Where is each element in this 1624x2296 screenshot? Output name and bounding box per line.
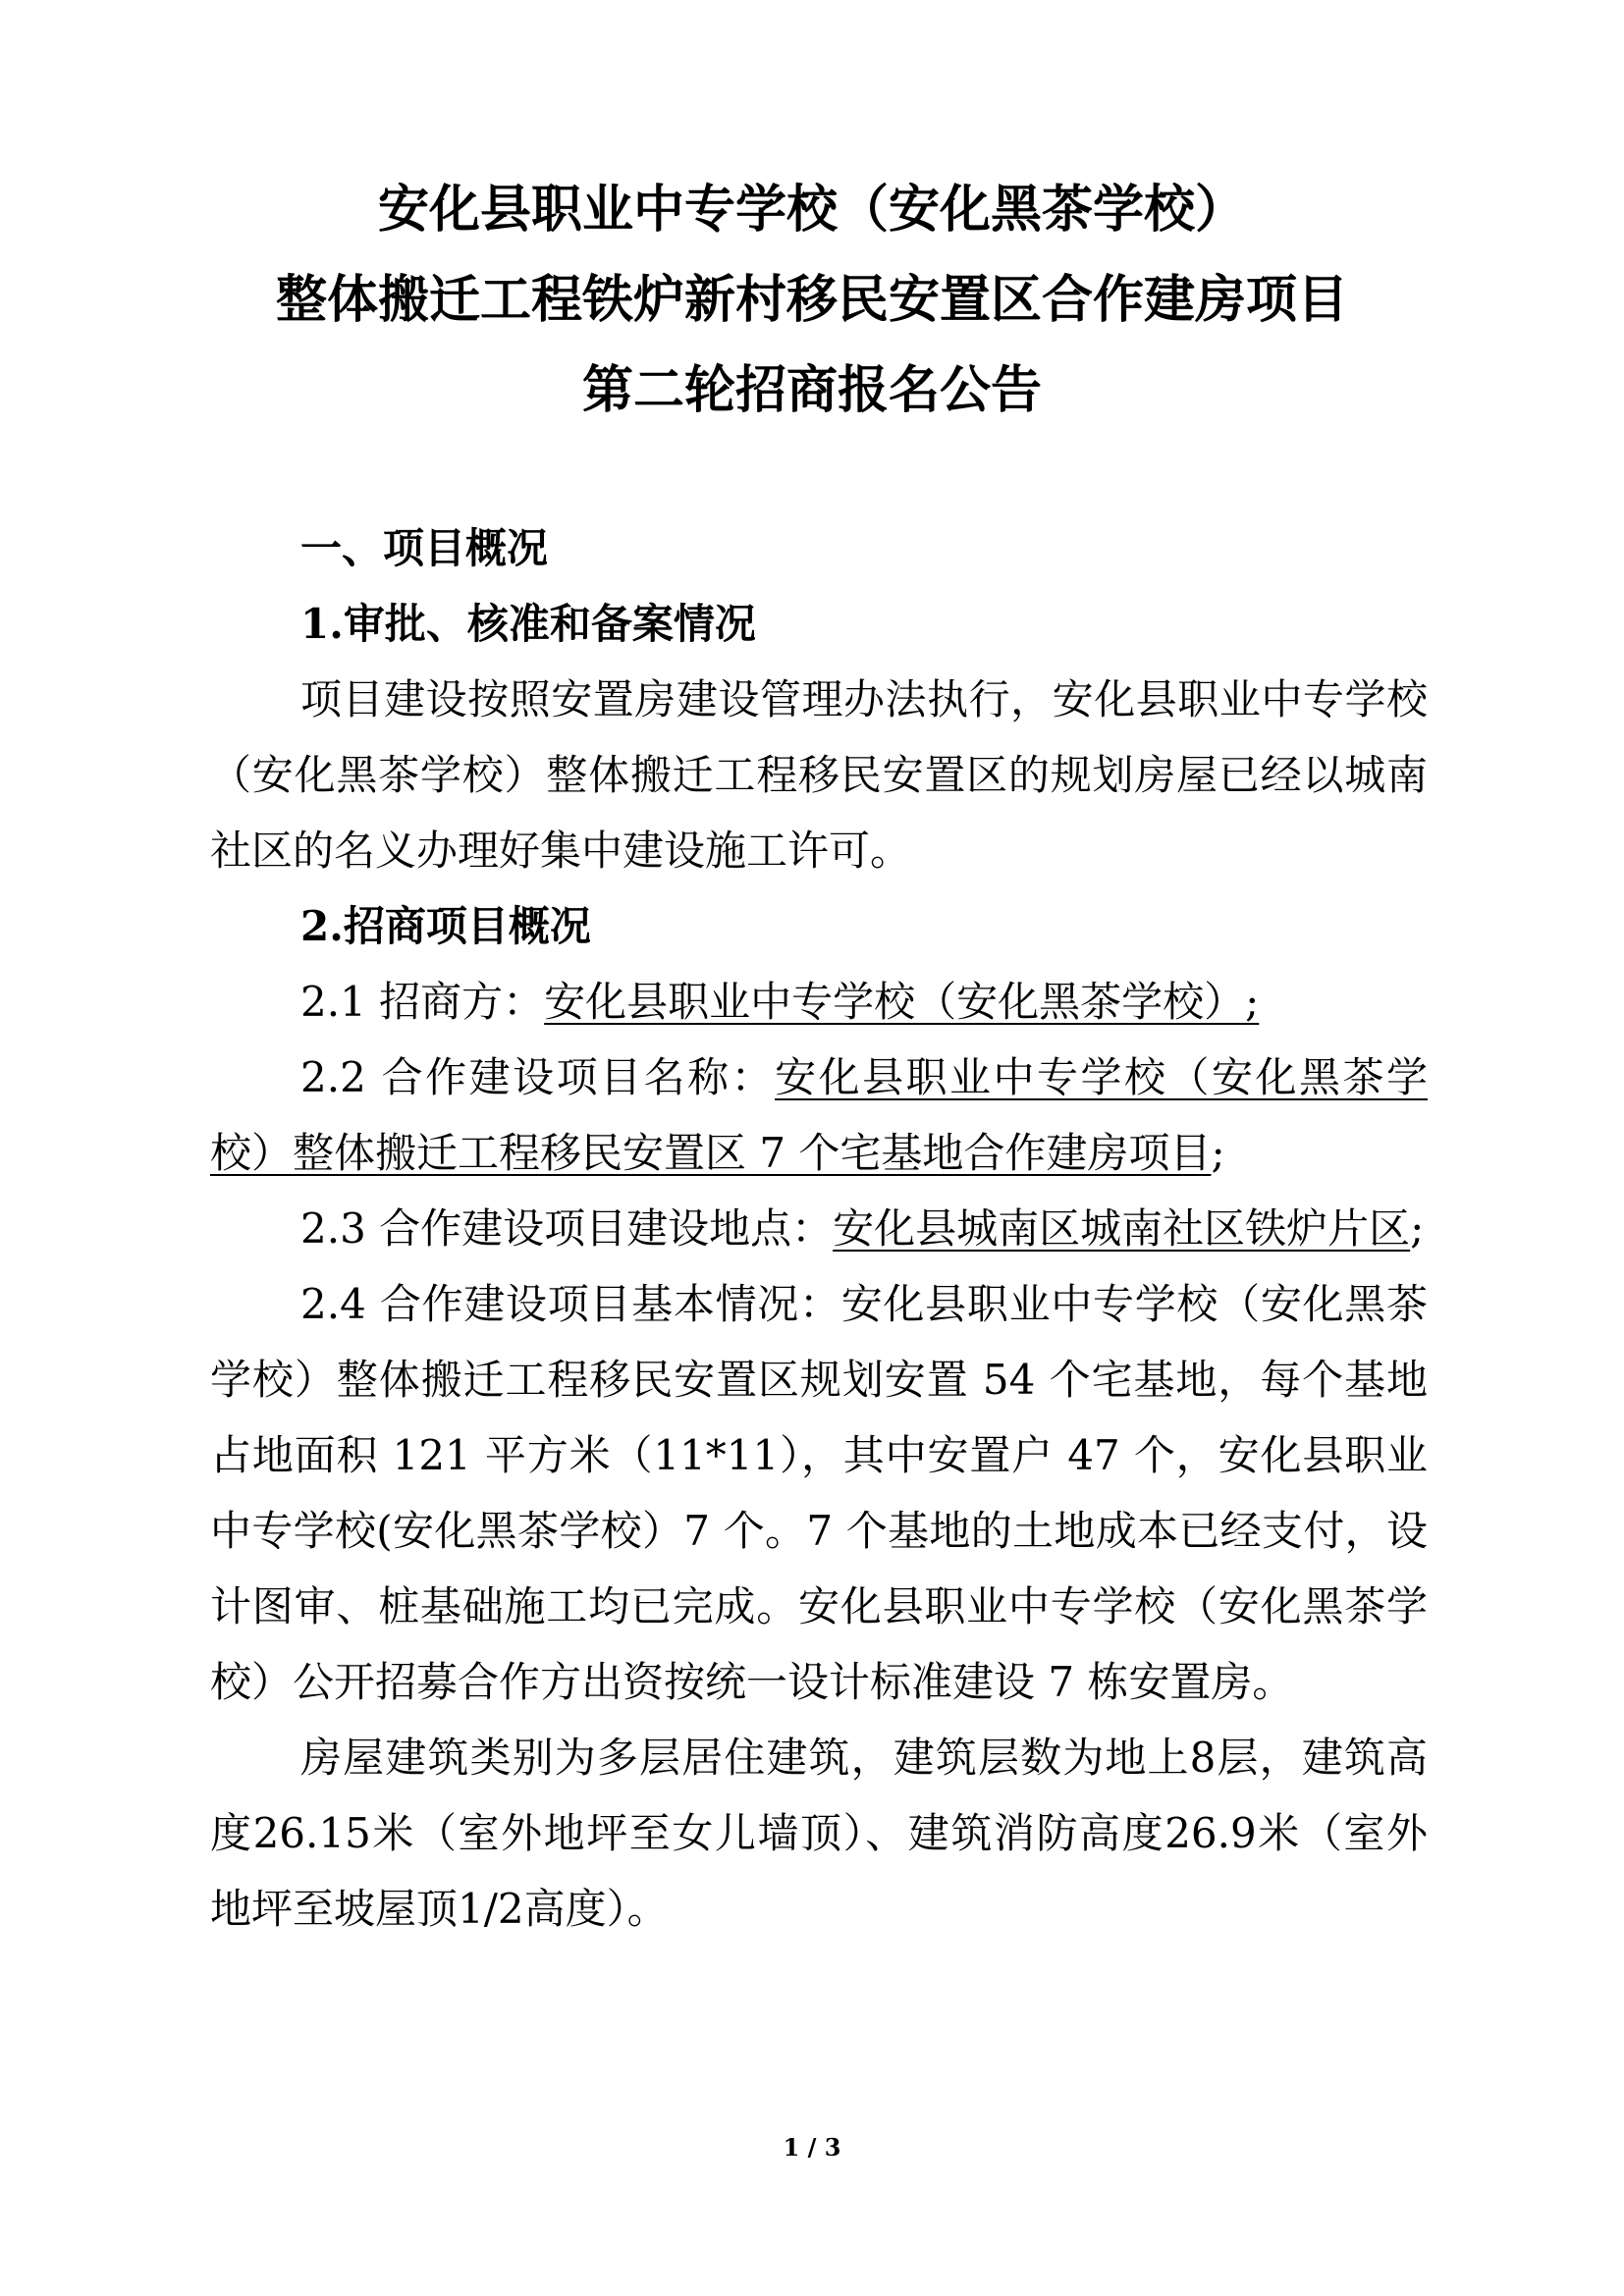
paragraph-approval: 项目建设按照安置房建设管理办法执行，安化县职业中专学校（安化黑茶学校）整体搬迁工程移民安置区的规划房屋已经以城南社区的名义办理好集中建设施工许可。 bbox=[210, 675, 1428, 875]
item-2-1-investor bbox=[210, 964, 1428, 1040]
title-line-1: 安化县职业中专学校（安化黑茶学校） bbox=[377, 180, 1246, 240]
paragraph-building-info: 房屋建筑类别为多层居住建筑，建筑层数为地上8层，建筑高度26.15米（室外地坪至女儿墙顶）、建筑消防高度26.9米（室外地坪至坡屋顶1/2高度）。 bbox=[210, 1734, 1428, 1933]
item-2-3-suffix: ; bbox=[1410, 1204, 1425, 1253]
item-2-2-label: 2.2 合作建设项目名称： bbox=[300, 1053, 776, 1101]
item-2-3-location bbox=[210, 1191, 1428, 1266]
subheading-approval: 1.审批、核准和备案情况 bbox=[300, 600, 756, 648]
subheading-project-overview: 2.招商项目概况 bbox=[300, 902, 591, 950]
item-2-4-basic-info: 2.4 合作建设项目基本情况：安化县职业中专学校（安化黑茶学校）整体搬迁工程移民安置区规划安置 54 个宅基地，每个基地占地面积 121 平方米（11*11），其中安置户 47 个，安化县职业中专学校(安化黑茶学校）7 个。7 个基地的土地成本已经支付，设计图审、桩基础施工均已完成。安化县职业中专学校（安化黑茶学校）公开招募合作方出资按统一设计标准建设 7 栋安置房。 bbox=[210, 1280, 1428, 1706]
item-2-1-label: 2.1 招商方： bbox=[300, 978, 545, 1026]
item-2-3-value: 安化县城南区城南社区铁炉片区 bbox=[833, 1204, 1411, 1253]
document-body bbox=[210, 510, 1428, 1947]
title-line-3: 第二轮招商报名公告 bbox=[581, 360, 1042, 420]
item-2-1-value: 安化县职业中专学校（安化黑茶学校）; bbox=[544, 978, 1260, 1026]
title-line-2: 整体搬迁工程铁炉新村移民安置区合作建房项目 bbox=[275, 270, 1348, 330]
page-number: 1 / 3 bbox=[783, 2133, 841, 2162]
item-2-3-label: 2.3 合作建设项目建设地点： bbox=[300, 1204, 834, 1253]
item-2-2-suffix: ; bbox=[1211, 1129, 1225, 1177]
item-2-2-project-name bbox=[210, 1040, 1428, 1191]
document-title bbox=[0, 165, 1624, 436]
section-heading-overview: 一、项目概况 bbox=[300, 524, 549, 572]
item-2-2-value: 安化县职业中专学校（安化黑茶学校）整体搬迁工程移民安置区 7 个宅基地合作建房项目 bbox=[210, 1053, 1428, 1177]
